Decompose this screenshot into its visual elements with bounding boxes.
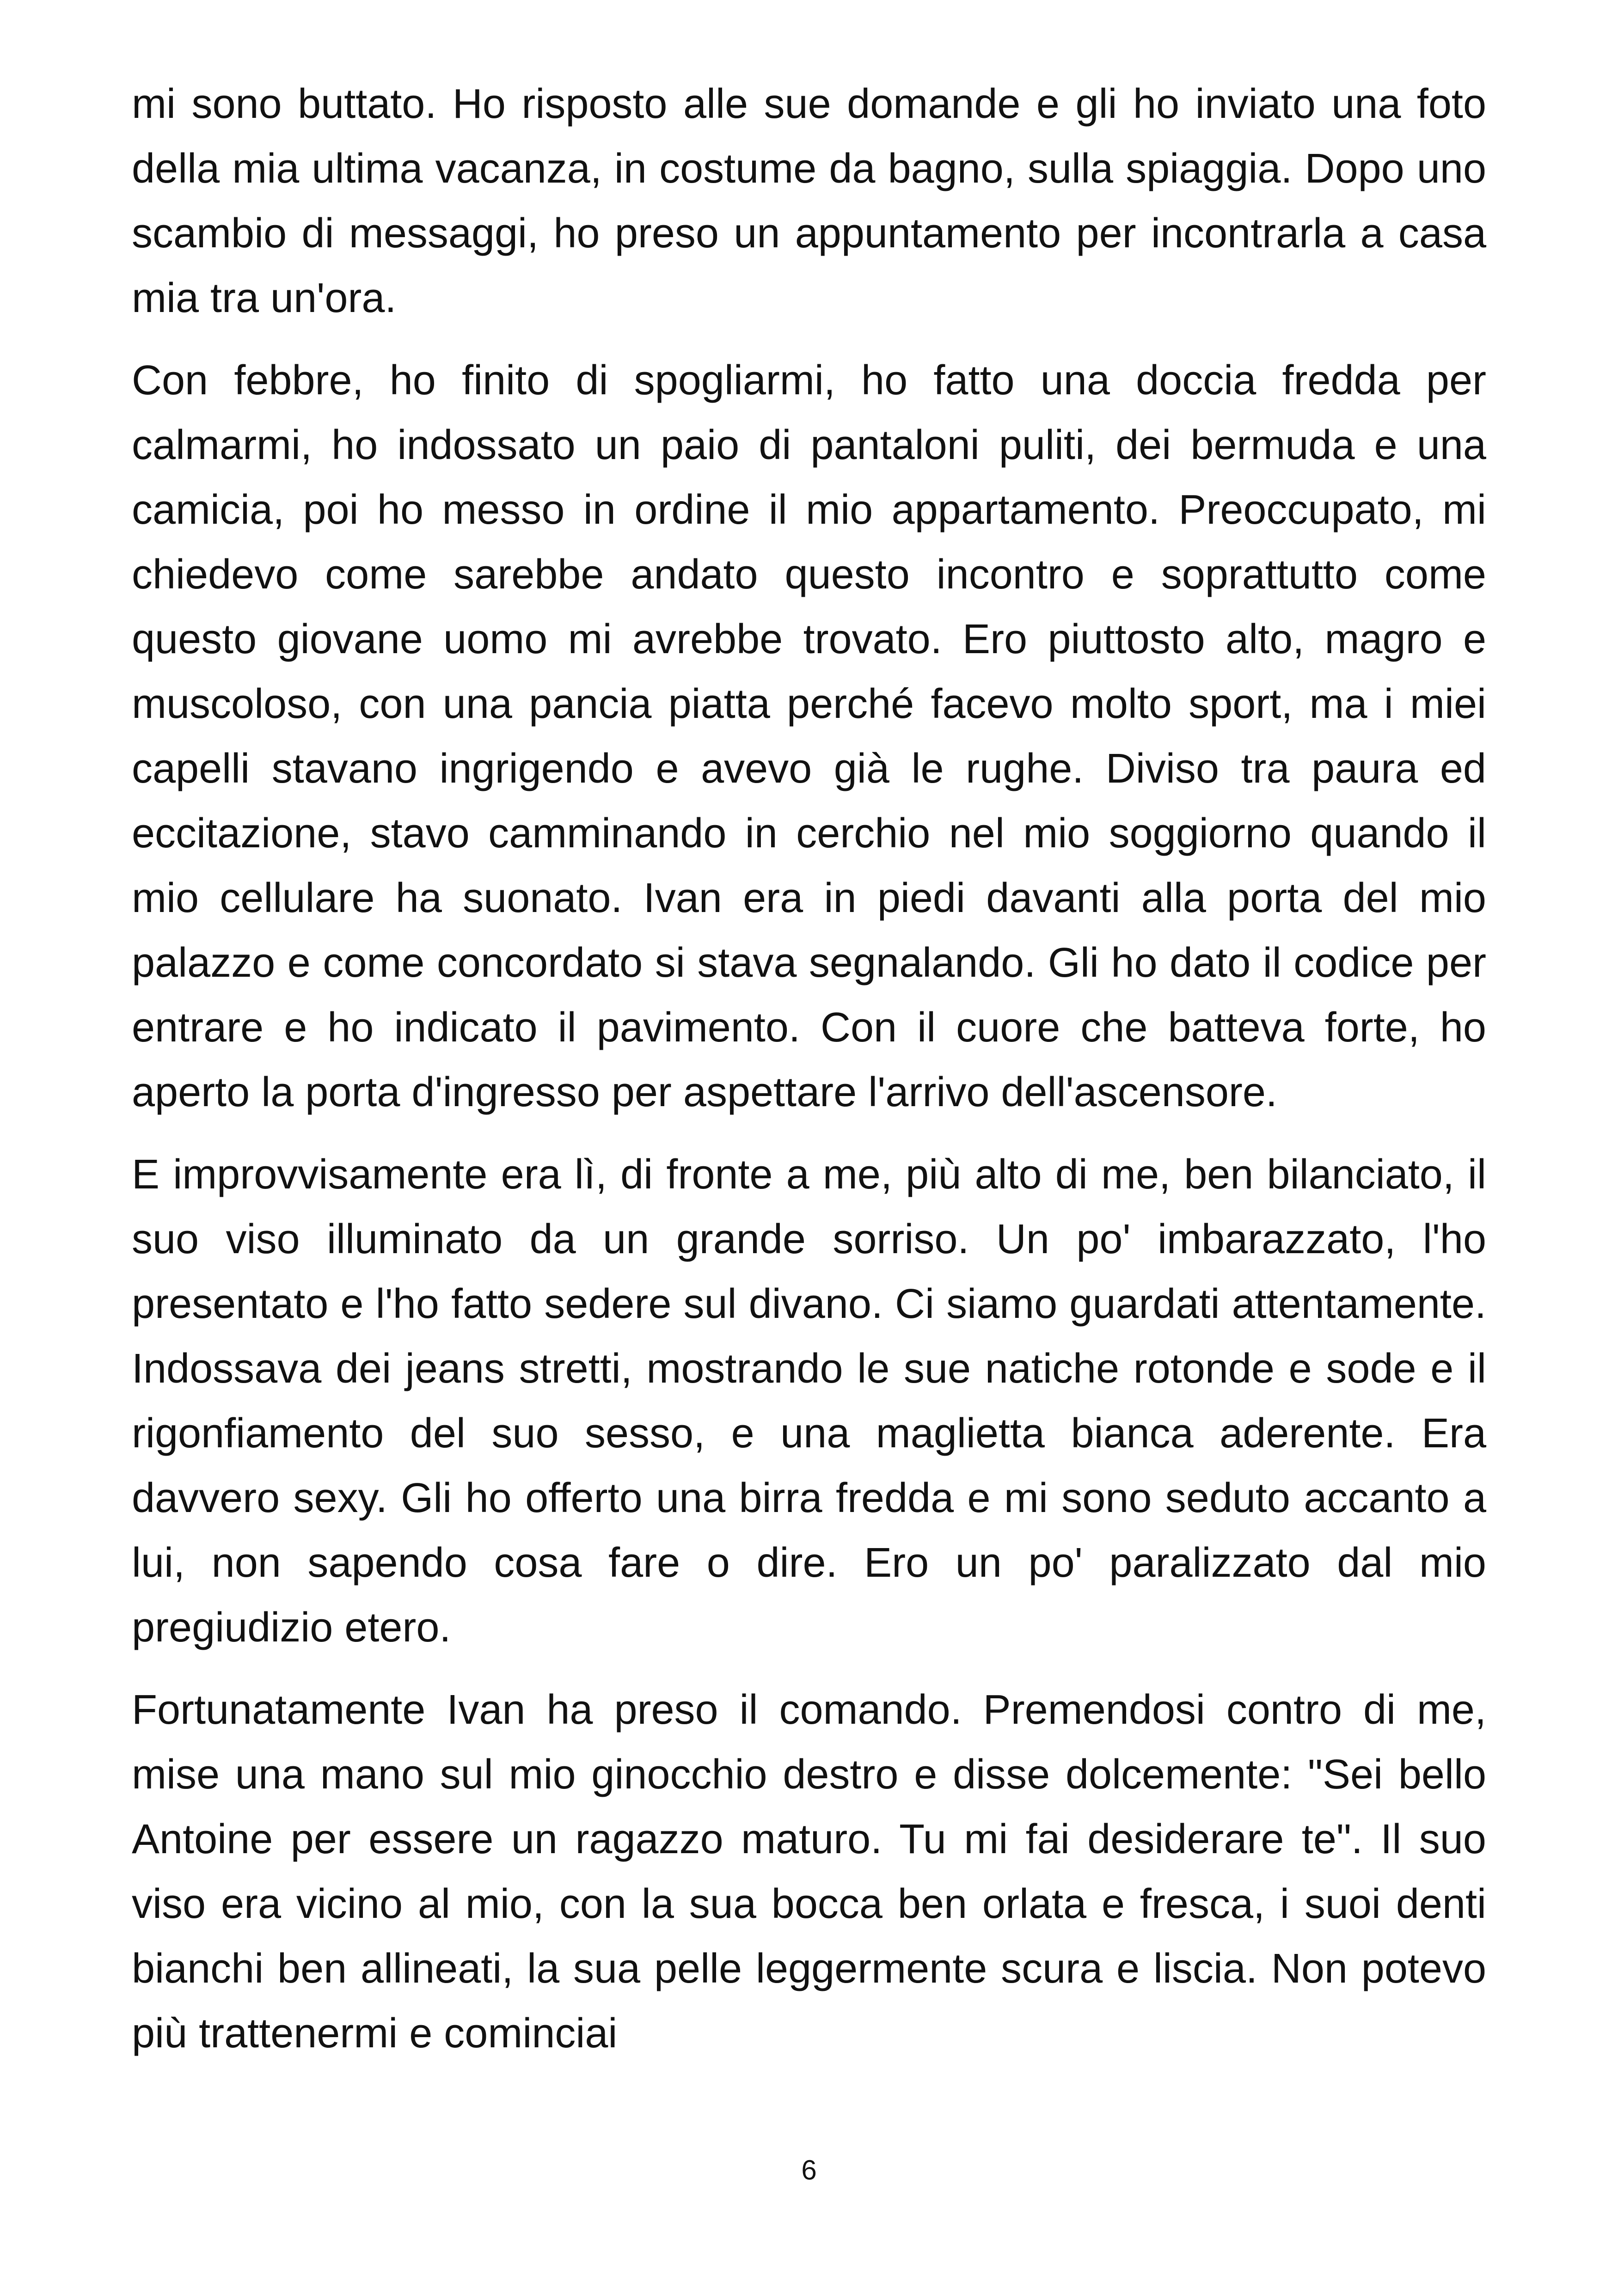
- paragraph-2: Con febbre, ho finito di spogliarmi, ho fatto una doccia fredda per calmarmi, ho indossato un paio di pantaloni puliti, dei bermuda e una camicia, poi ho messo in ordine il mio appartamento. Preoccupato, mi chiedevo come sarebbe andato questo incontro e soprattutto come questo giovane uomo mi avrebbe trovato. Ero piuttosto alto, magro e muscoloso, con una pancia piatta perché facevo molto sport, ma i miei capelli stavano ingrigendo e avevo già le rughe. Diviso tra paura ed eccitazione, stavo camminando in cerchio nel mio soggiorno quando il mio cellulare ha suonato. Ivan era in piedi davanti alla porta del mio palazzo e come concordato si stava segnalando. Gli ho dato il codice per entrare e ho indicato il pavimento. Con il cuore che batteva forte, ho aperto la porta d'ingresso per aspettare l'arrivo dell'ascensore.: [132, 357, 1486, 1115]
- paragraph-1: mi sono buttato. Ho risposto alle sue domande e gli ho inviato una foto della mia ultima vacanza, in costume da bagno, sulla spiaggia. Dopo uno scambio di messaggi, ho preso un appuntamento per incontrarla a casa mia tra un'ora.: [132, 81, 1486, 321]
- body-text: [132, 72, 1486, 2083]
- page-number: 6: [801, 2155, 817, 2186]
- paragraph-4: Fortunatamente Ivan ha preso il comando. Premendosi contro di me, mise una mano sul mio ginocchio destro e disse dolcemente: "Sei bello Antoine per essere un ragazzo maturo. Tu mi fai desiderare te". Il suo viso era vicino al mio, con la sua bocca ben orlata e fresca, i suoi denti bianchi ben allineati, la sua pelle leggermente scura e liscia. Non potevo più trattenermi e cominciai: [132, 1687, 1486, 2057]
- paragraph-3: E improvvisamente era lì, di fronte a me, più alto di me, ben bilanciato, il suo viso illuminato da un grande sorriso. Un po' imbarazzato, l'ho presentato e l'ho fatto sedere sul divano. Ci siamo guardati attentamente. Indossava dei jeans stretti, mostrando le sue natiche rotonde e sode e il rigonfiamento del suo sesso, e una maglietta bianca aderente. Era davvero sexy. Gli ho offerto una birra fredda e mi sono seduto accanto a lui, non sapendo cosa fare o dire. Ero un po' paralizzato dal mio pregiudizio etero.: [132, 1151, 1486, 1651]
